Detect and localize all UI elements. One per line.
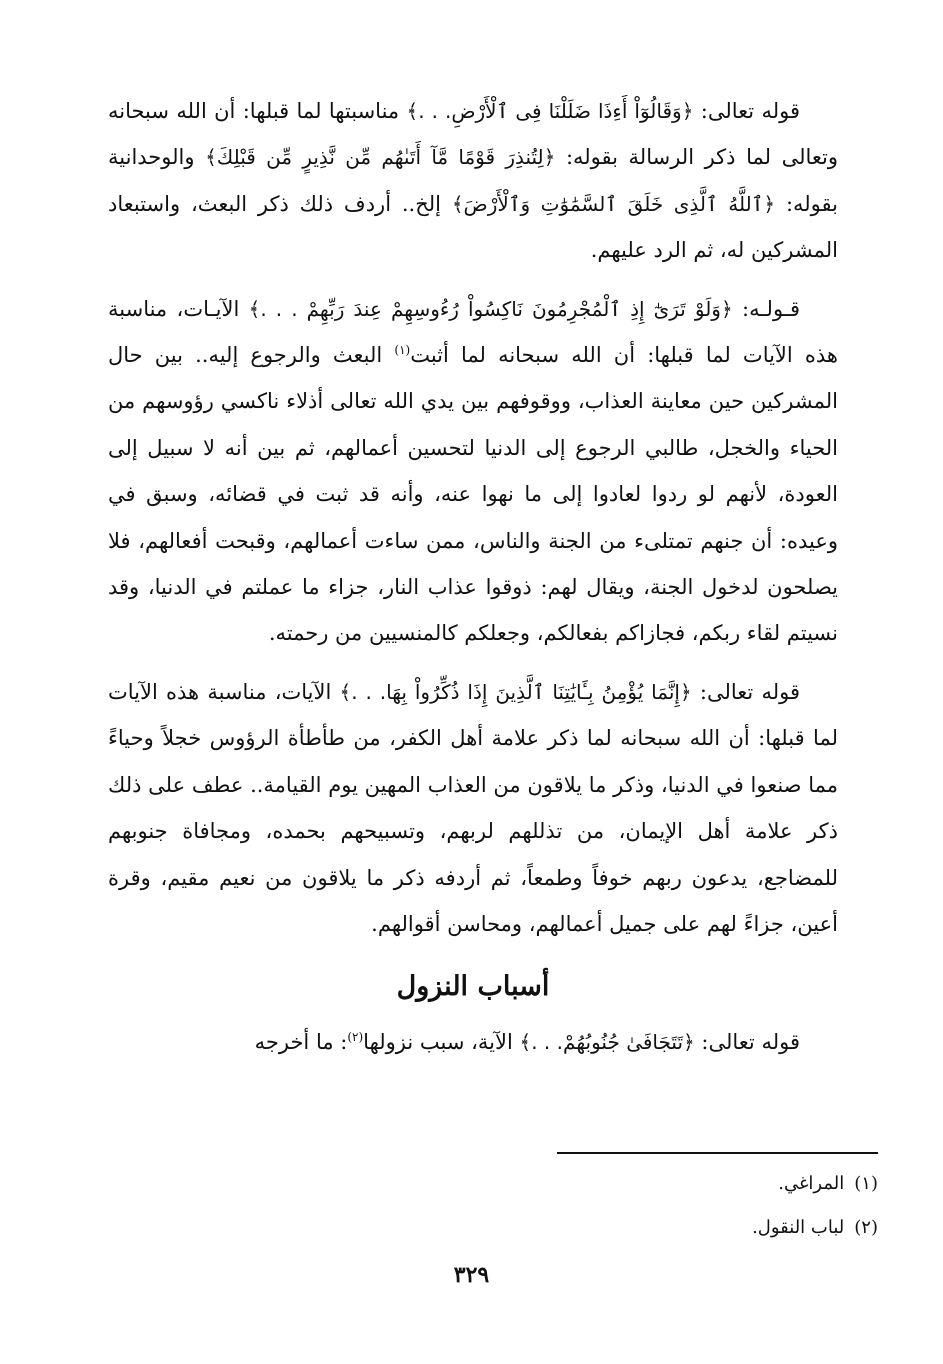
footnotes	[560, 1162, 878, 1250]
paragraph-1-text-2: والوحدانية بقوله:	[108, 145, 838, 216]
paragraph-1-text-3: إلخ.. أردف ذلك ذكر البعث، واستبعاد المشركين له، ثم الرد عليهم.	[108, 191, 838, 263]
quran-quote: ﴿تَتَجَافَىٰ جُنُوبُهُمْ. . .﴾	[519, 1030, 695, 1055]
page-body	[108, 88, 838, 1066]
paragraph-1	[108, 88, 838, 274]
footnote-text: المراغي.	[778, 1173, 845, 1194]
paragraph-4-lead: قوله تعالى:	[694, 1030, 800, 1055]
paragraph-4-text: الآية، سبب نزولها	[363, 1030, 520, 1055]
paragraph-4	[108, 1019, 838, 1065]
footnote-number: (٢)	[854, 1217, 878, 1238]
paragraph-2-text-2: البعث والرجوع إليه.. بين حال المشركين حين معاينة العذاب، ووقوفهم بين يدي الله تعالى أذلاء ناكسي رؤوسهم من الحياء والخجل، طالبي الرجوع إلى الدنيا لتحسين أعمالهم، ثم بين أنه لا سبيل إلى العودة، لأنهم لو ردوا لعادوا إلى ما نهوا عنه، وأنه قد ثبت في قضائه، وسبق في وعيده: أن جنهم تمتلىء من الجنة والناس، ممن ساءت أعمالهم، وقبحت أفعالهم، فلا يصلحون لدخول الجنة، ويقال لهم: ذوقوا عذاب النار، جزاء ما عملتم في الدنيا، وقد نسيتم لقاء ربكم، فجازاكم بفعالكم، وجعلكم كالمنسيين من رحمته.	[108, 343, 838, 646]
quran-quote: ﴿وَقَالُوٓاْ أَءِذَا ضَلَلْنَا فِى ٱلْأَرْضِ. . .﴾	[406, 99, 694, 123]
paragraph-1-lead: قوله تعالى:	[693, 99, 801, 123]
footnote-ref-1: (١)	[394, 343, 411, 358]
quran-quote: ﴿لِتُنذِرَ قَوْمًا مَّآ أَتَىٰهُم مِّن نَّذِيرٍ مِّن قَبْلِكَ﴾	[205, 145, 556, 170]
page-number: ٣٢٩	[453, 1262, 490, 1288]
footnote-divider	[557, 1152, 878, 1154]
quran-quote: ﴿وَلَوْ تَرَىٰٓ إِذِ ٱلْمُجْرِمُونَ نَاكِسُواْ رُءُوسِهِمْ عِندَ رَبِّهِمْ . . .﴾	[248, 296, 733, 321]
paragraph-2-lead: قـولـه:	[732, 296, 800, 321]
paragraph-4-text-2: : ما أخرجه	[254, 1030, 348, 1055]
footnote-2	[560, 1206, 878, 1250]
paragraph-2-text: الآيـات، مناسبة هذه الآيات لما قبلها: أن الله سبحانه لما أثبت	[108, 296, 838, 368]
paragraph-3-lead: قوله تعالى:	[691, 679, 800, 704]
quran-quote: ﴿ٱللَّهُ ٱلَّذِى خَلَقَ ٱلسَّمَٰوَٰتِ وَٱلْأَرْضَ﴾	[451, 191, 776, 216]
footnote-number: (١)	[854, 1173, 878, 1194]
section-heading: أسباب النزول	[396, 971, 550, 1003]
paragraph-3	[108, 669, 838, 947]
paragraph-2	[108, 286, 838, 657]
footnote-text: لباب النقول.	[752, 1217, 845, 1238]
quran-quote: ﴿إِنَّمَا يُؤْمِنُ بِـَٔايَٰتِنَا ٱلَّذِينَ إِذَا ذُكِّرُواْ بِهَا. . .﴾	[339, 679, 692, 704]
paragraph-3-text: الآيات، مناسبة هذه الآيات لما قبلها: أن الله سبحانه لما ذكر علامة أهل الكفر، من طأطأة الرؤوس خجلاً وحياءً مما صنعوا في الدنيا، وذكر ما يلاقون من العذاب المهين يوم القيامة.. عطف على ذلك ذكر علامة أهل الإيمان، من تذللهم لربهم، وتسبيحهم بحمده، ومجافاة جنوبهم للمضاجع، يدعون ربهم خوفاً وطمعاً، ثم أردفه ذكر ما يلاقون من نعيم مقيم، وقرة أعين، جزاءً لهم على جميل أعمالهم، ومحاسن أقوالهم.	[108, 679, 838, 936]
footnote-1	[560, 1162, 878, 1206]
footnote-ref-2: (٢)	[347, 1030, 364, 1045]
paragraph-1-text: مناسبتها لما قبلها: أن الله سبحانه وتعالى لما ذكر الرسالة بقوله:	[108, 99, 839, 170]
